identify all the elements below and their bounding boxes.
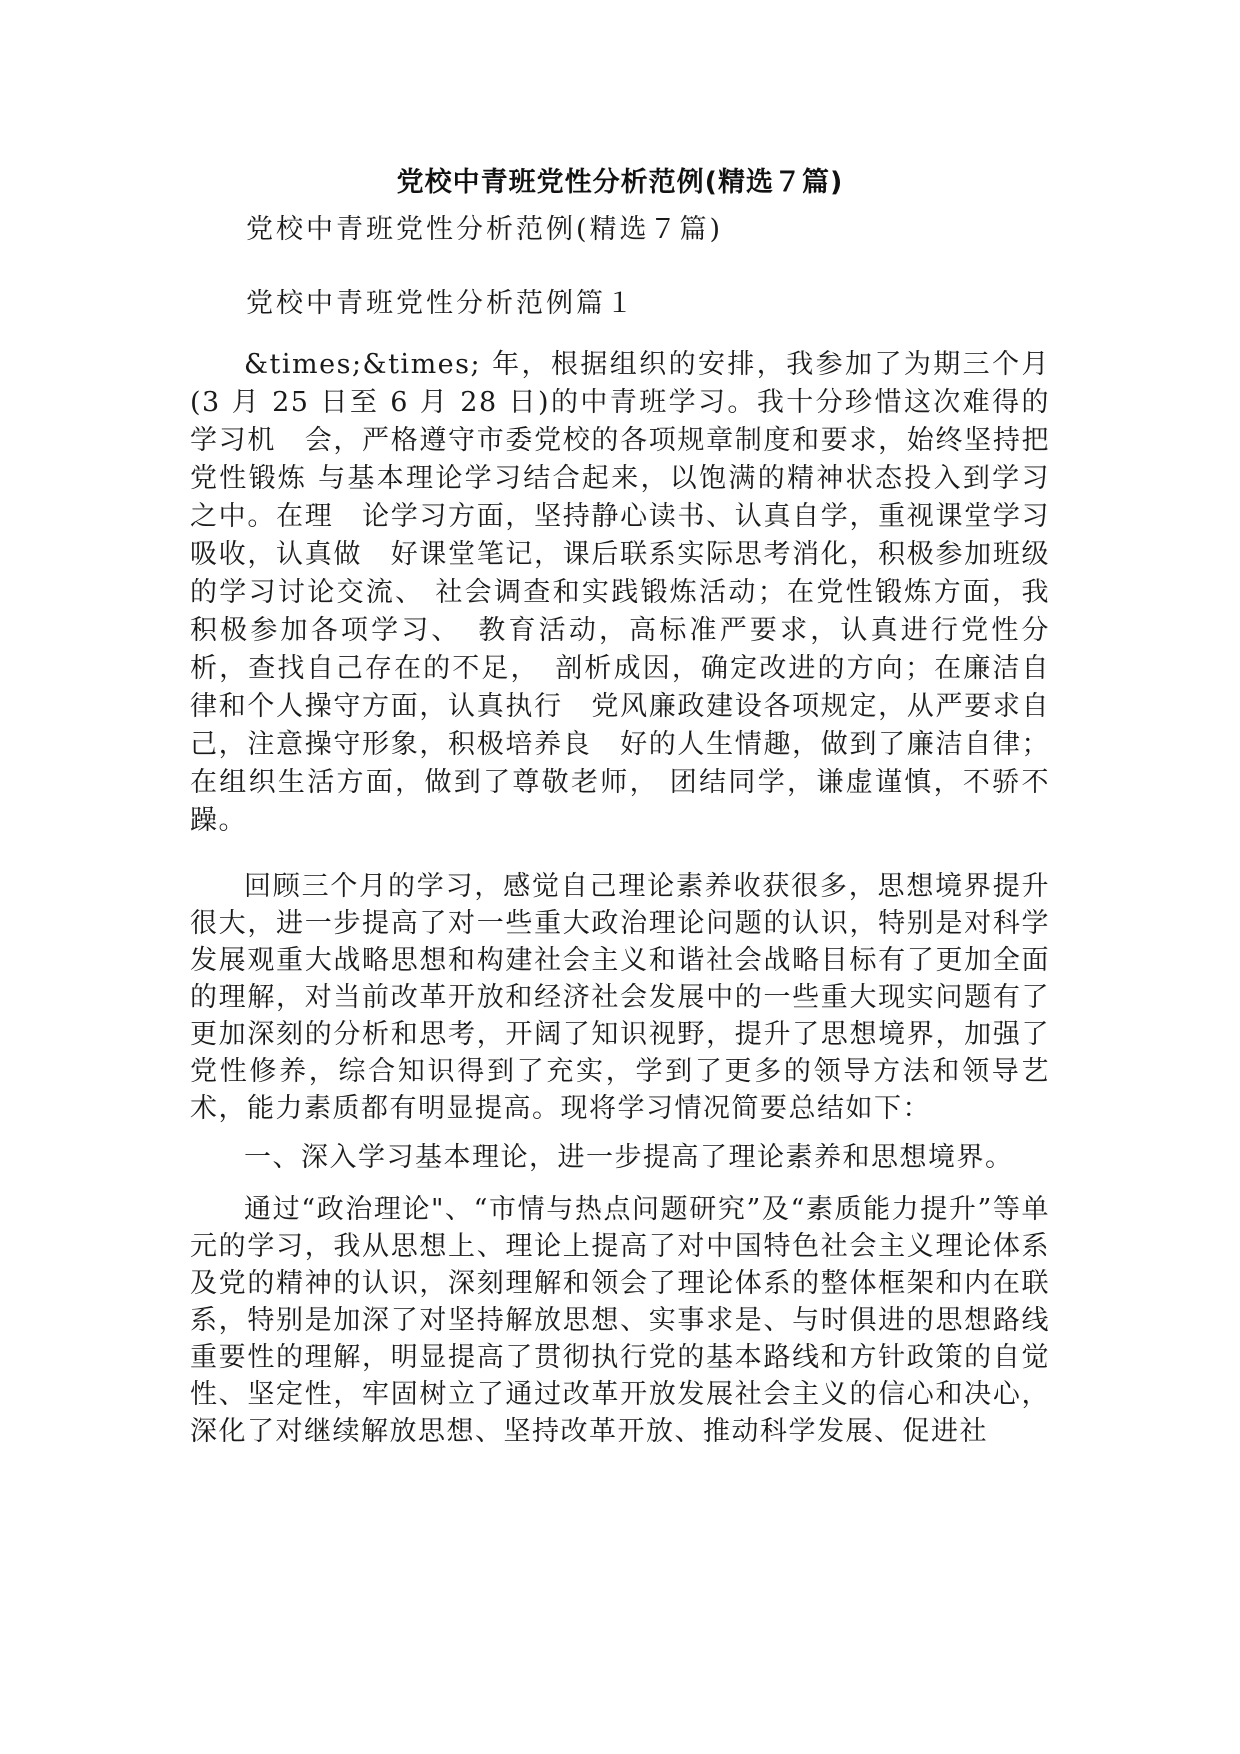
paragraph: 回顾三个月的学习，感觉自己理论素养收获很多，思想境界提升很大，进一步提高了对一些重大政治理论问题的认识，特别是对科学发展观重大战略思想和构建社会主义和谐社会战略目标有了更加全面的理解，对当前改革开放和经济社会发展中的一些重大现实问题有了更加深刻的分析和思考，开阔了知识视野，提升了思想境界，加强了党性修养，综合知识得到了充实，学到了更多的领导方法和领导艺术，能力素质都有明显提高。现将学习情况简要总结如下： — [190, 871, 1050, 1124]
document-subtitle: 党校中青班党性分析范例(精选７篇) — [246, 214, 724, 245]
document-title: 党校中青班党性分析范例(精选７篇) — [396, 167, 844, 198]
document-body — [190, 210, 1050, 1450]
paragraph: 通过“政治理论"、“市情与热点问题研究”及“素质能力提升”等单元的学习，我从思想上、理论上提高了对中国特色社会主义理论体系及党的精神的认识，深刻理解和领会了理论体系的整体框架和内在联系，特别是加深了对坚持解放思想、实事求是、与时俱进的思想路线重要性的理解，明显提高了贯彻执行党的基本路线和方针政策的自觉性、坚定性，牢固树立了通过改革开放发展社会主义的信心和决心，深化了对继续解放思想、坚持改革开放、推动科学发展、促进社 — [190, 1194, 1050, 1447]
paragraph-heading: 一、深入学习基本理论，进一步提高了理论素养和思想境界。 — [244, 1142, 1014, 1173]
section-heading: 党校中青班党性分析范例篇１ — [246, 288, 636, 319]
paragraph: &times;&times; 年，根据组织的安排，我参加了为期三个月(3 月 25 日至 6 月 28 日)的中青班学习。我十分珍惜这次难得的学习机 会，严格遵守市委党校的各项规章制度和要求，始终坚持把党性锻炼 与基本理论学习结合起来，以饱满的精神状态投入到学习之中。在理 论学习方面，坚持静心读书、认真自学，重视课堂学习吸收，认真做 好课堂笔记，课后联系实际思考消化，积极参加班级的学习讨论交流、 社会调查和实践锻炼活动；在党性锻炼方面，我积极参加各项学习、 教育活动，高标准严要求，认真进行党性分析，查找自己存在的不足， 剖析成因，确定改进的方向；在廉洁自律和个人操守方面，认真执行 党风廉政建设各项规定，从严要求自己，注意操守形象，积极培养良 好的人生情趣，做到了廉洁自律；在组织生活方面，做到了尊敬老师， 团结同学，谦虚谨慎，不骄不躁。 — [190, 349, 1050, 836]
